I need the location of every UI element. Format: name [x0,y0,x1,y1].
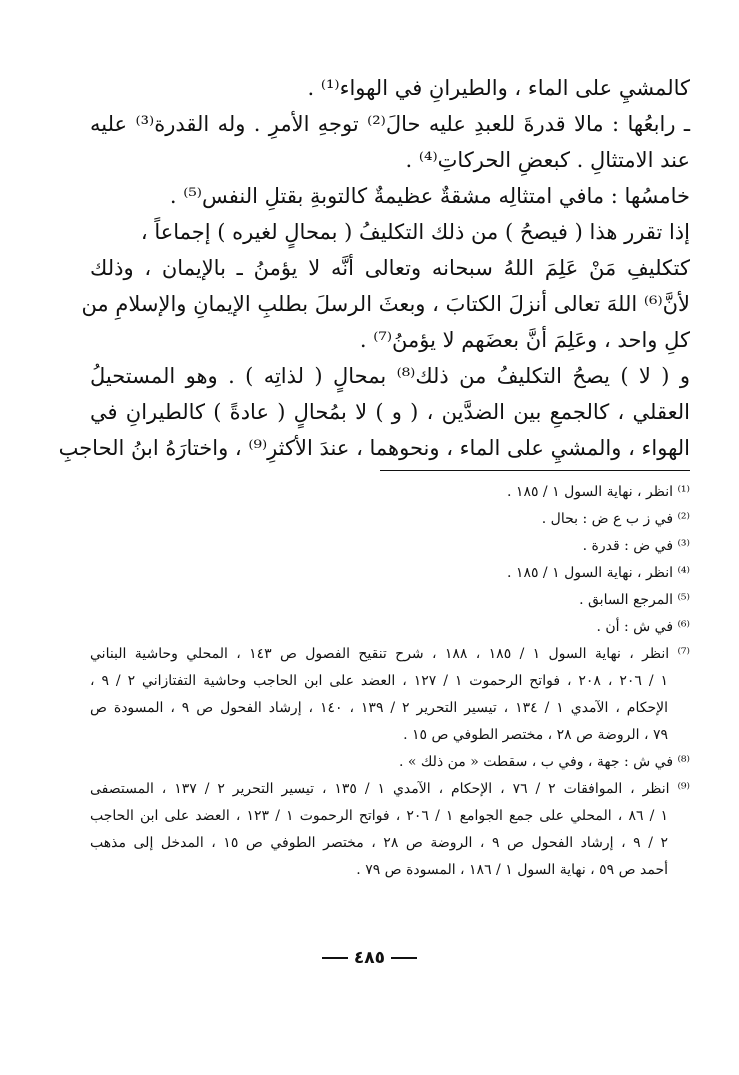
footnote-2: ⁽²⁾ في ز ب ع ض : بحال . [541,511,690,527]
main-line-4: خامسُها : مافي امتثالِه مشقةٌ عظيمةٌ كالتوبةِ بقتلِ النفس⁽⁵⁾ . [169,184,690,208]
footnote-7: ⁽⁷⁾ انظر ، نهاية السول ١ / ١٨٥ ، ١٨٨ ، شرح تنقيح الفصول ص ١٤٣ ، المحلي وحاشية البناني [90,646,690,662]
footnote-1: ⁽¹⁾ انظر ، نهاية السول ١ / ١٨٥ . [507,484,690,500]
footnote-9-cont-2: ٢ / ٩ ، إرشاد الفحول ص ٩ ، الروضة ص ٢٨ ، مختصر الطوفي ص ١٥ ، المدخل إلى مذهب [90,835,668,851]
footnote-5: ⁽⁵⁾ المرجع السابق . [579,592,690,608]
page-number-dash-left [322,957,348,959]
page-body [58,70,690,884]
footnote-7-cont-2: الإحكام ، الآمدي ١ / ١٣٤ ، تيسير التحرير ٢ / ١٣٩ ، ١٤٠ ، إرشاد الفحول ص ٩ ، المسودة ص [90,700,668,716]
footnote-9: ⁽⁹⁾ انظر ، الموافقات ٢ / ٧٦ ، الإحكام ، الآمدي ١ / ١٣٥ ، تيسير التحرير ٢ / ١٣٧ ، المستصفى [90,781,690,797]
footnote-separator [380,470,690,471]
footnote-7-cont-3: ٧٩ ، الروضة ص ٢٨ ، مختصر الطوفي ص ١٥ . [403,727,668,743]
main-line-1: كالمشيِ على الماء ، والطيرانِ في الهواء⁽¹⁾ . [307,76,690,100]
footnote-9-cont-3: أحمد ص ٥٩ ، نهاية السول ١ / ١٨٦ ، المسودة ص ٧٩ . [356,862,668,878]
footnote-4: ⁽⁴⁾ انظر ، نهاية السول ١ / ١٨٥ . [507,565,690,581]
footnote-7-cont-1: ١ / ٢٠٦ ، ٢٠٨ ، فواتح الرحموت ١ / ١٢٧ ، العضد على ابن الحاجب وحاشية التفتازاني ٢ / ٩ ، [90,673,668,689]
main-line-11: الهواء ، والمشيِ على الماء ، ونحوهما ، عندَ الأكثرِ⁽⁹⁾ ، واختارَهُ ابنُ الحاجبِ [58,436,690,460]
footnotes [90,479,690,884]
main-line-6: كتكليفِ مَنْ عَلِمَ اللهُ سبحانه وتعالى أنَّه لا يؤمنُ ـ بالإيمان ، وذلك [90,256,690,280]
main-line-3: عند الامتثالِ . كبعضِ الحركاتِ⁽⁴⁾ . [405,148,690,172]
main-line-7: لأنَّ⁽⁶⁾ اللهَ تعالى أنزلَ الكتابَ ، وبعثَ الرسلَ بطلبِ الإيمانِ والإسلامِ من [81,292,690,316]
main-line-8: كلِ واحد ، وعَلِمَ أنَّ بعضَهم لا يؤمنُ⁽⁷⁾ . [359,328,690,352]
footnote-9-cont-1: ١ / ٨٦ ، المحلي على جمع الجوامع ١ / ٢٠٦ ، فواتح الرحموت ١ / ١٢٣ ، العضد على ابن الحاجب [90,808,668,824]
page-number-value: ٤٨٥ [353,948,386,968]
footnote-6: ⁽⁶⁾ في ش : أن . [596,619,690,635]
main-text [58,70,690,466]
main-line-2: ـ رابعُها : مالا قدرةَ للعبدِ عليه حالَ⁽²⁾ توجهِ الأمرِ . وله القدرة⁽³⁾ عليه [90,112,690,136]
page-number [0,948,739,968]
footnote-8: ⁽⁸⁾ في ش : جهة ، وفي ب ، سقطت « من ذلك » . [398,754,690,770]
page-number-dash-right [391,957,417,959]
main-line-10: العقلي ، كالجمعِ بين الضدَّين ، ( و ) لا بمُحالٍ ( عادةً ) كالطيرانِ في [90,400,690,424]
main-line-9: و ( لا ) يصحُ التكليفُ من ذلك⁽⁸⁾ بمحالٍ ( لذاتِه ) . وهو المستحيلُ [90,364,690,388]
footnote-3: ⁽³⁾ في ض : قدرة . [582,538,690,554]
main-line-5: إذا تقرر هذا ( فيصحُ ) من ذلك التكليفُ ( بمحالٍ لغيره ) إجماعاً ، [140,220,690,244]
